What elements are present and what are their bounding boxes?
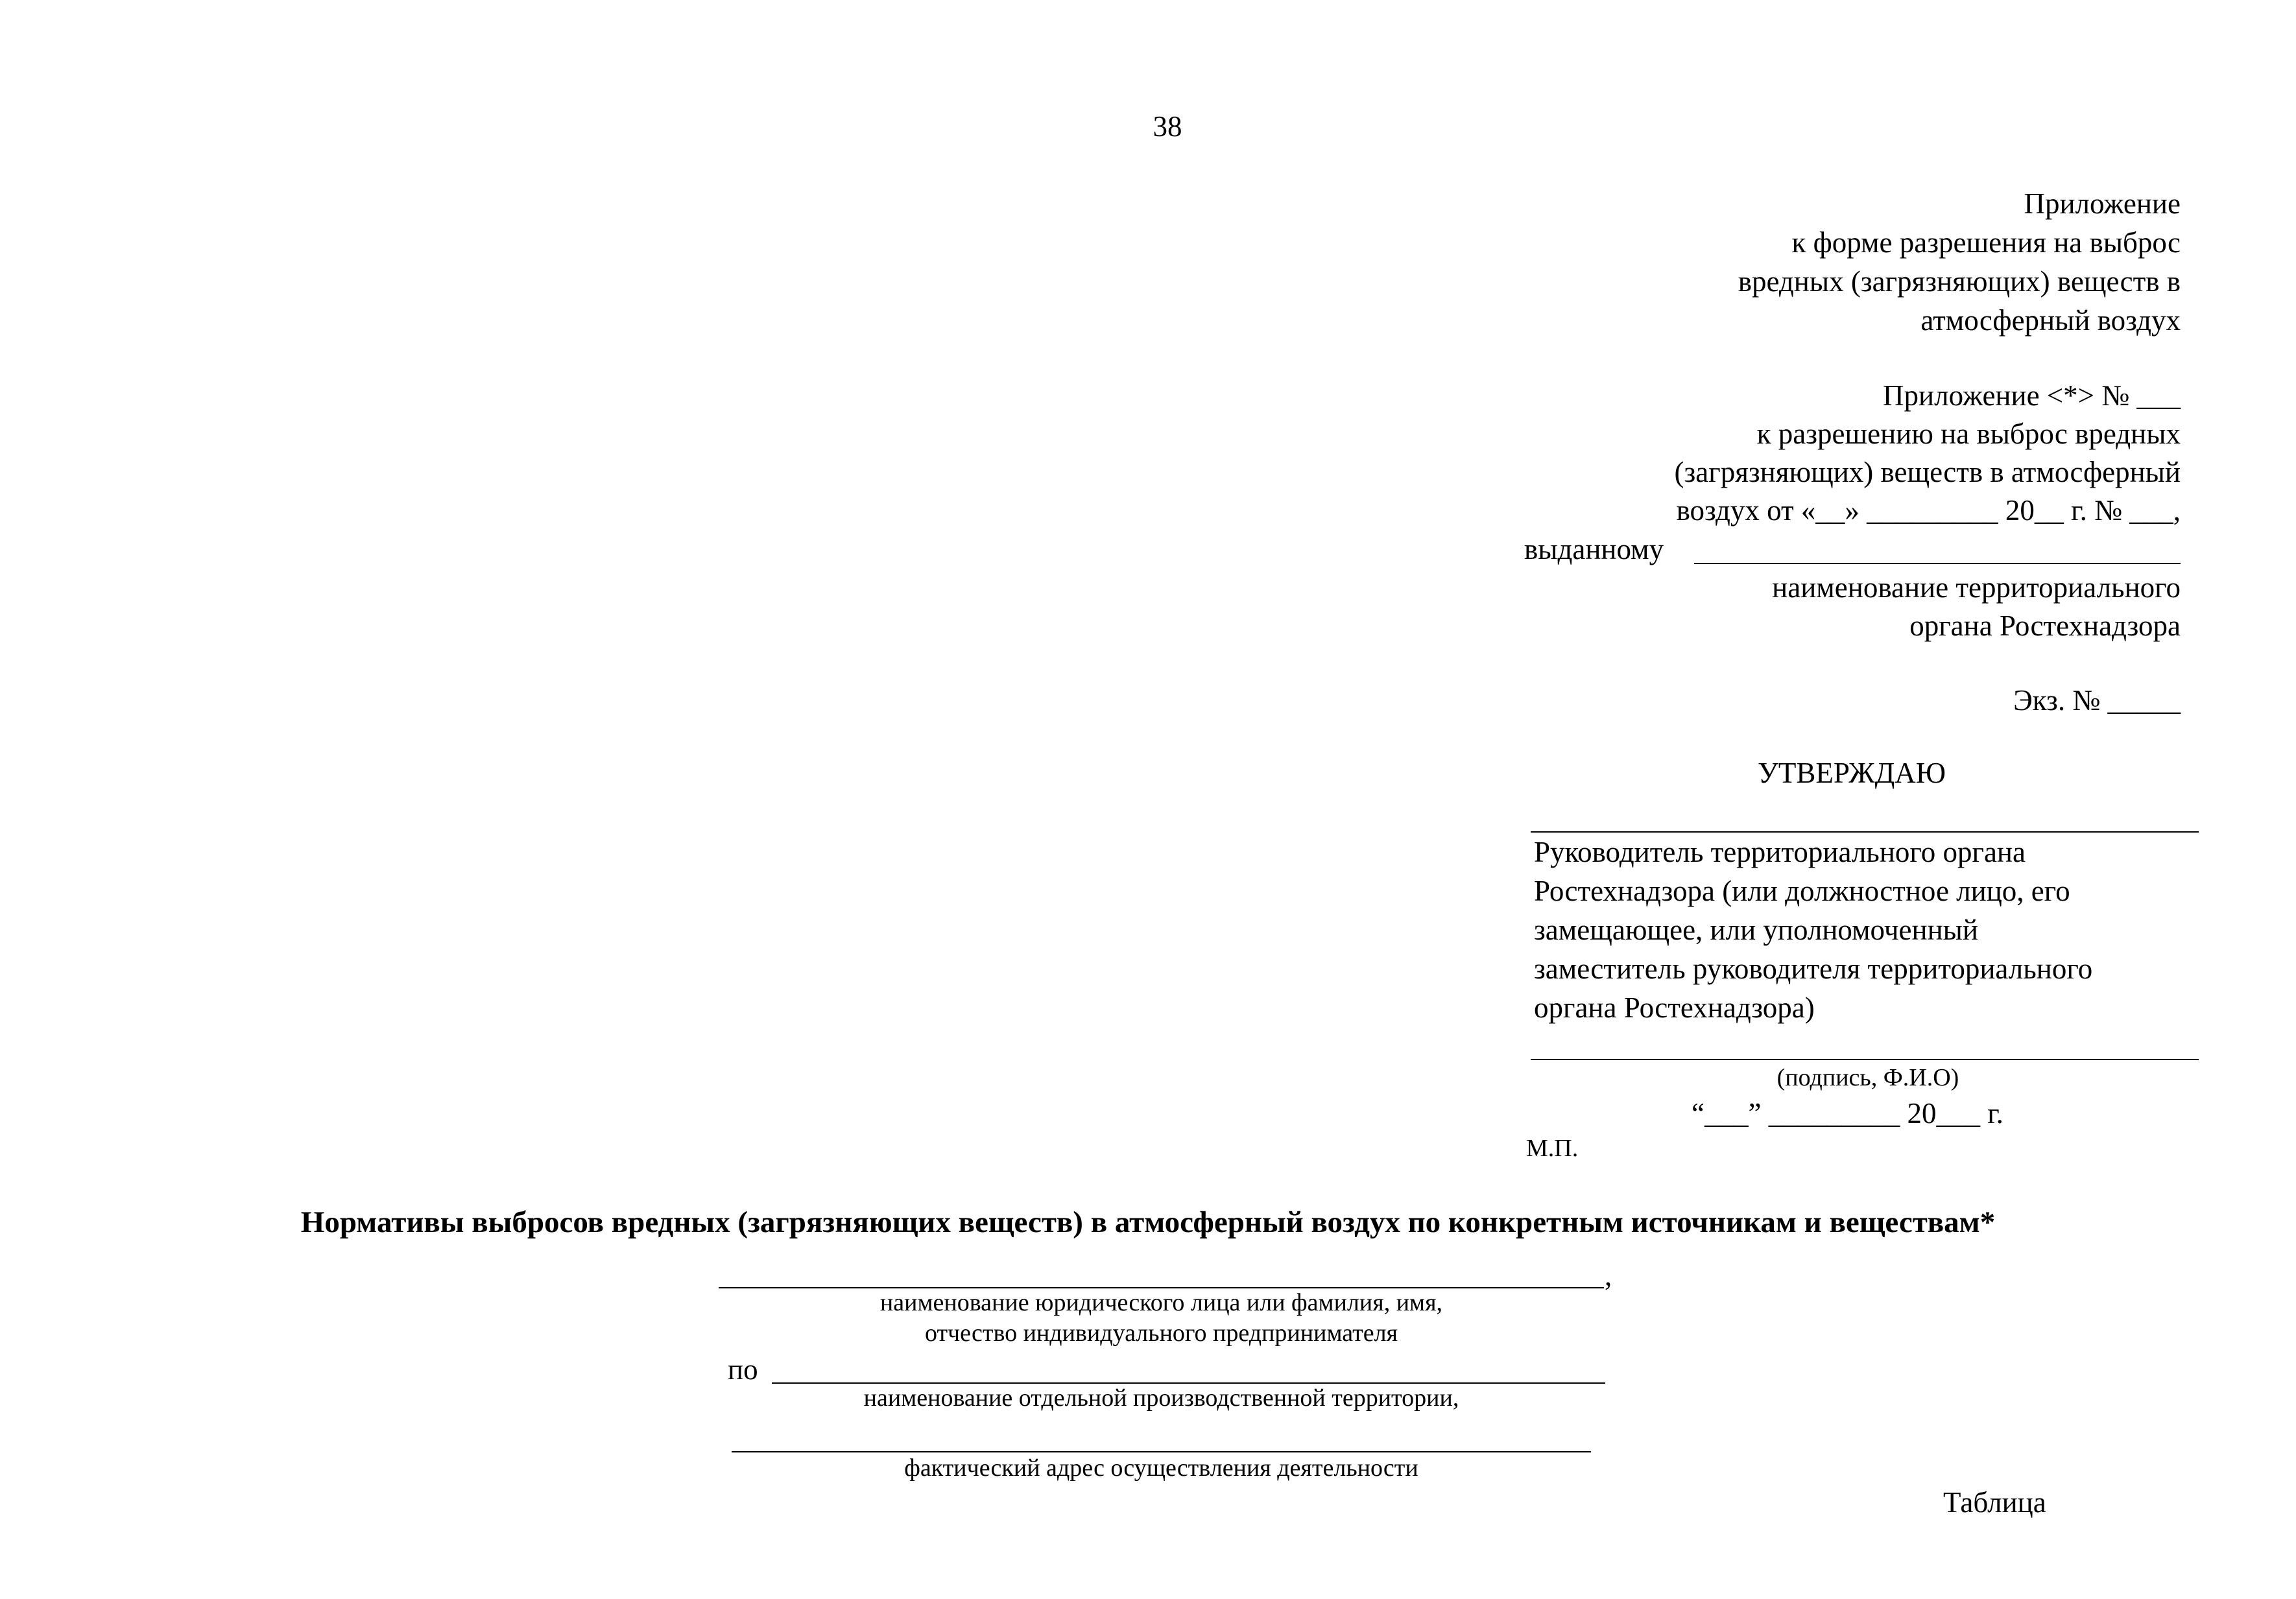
entity-caption-2: отчество индивидуального предпринимателя <box>924 1320 1398 1347</box>
header2-line-7: органа Ростехнадзора <box>1909 610 2181 642</box>
header2-line-2: к разрешению на выброс вредных <box>1756 418 2181 450</box>
address-line <box>732 1451 1591 1452</box>
document-title: Нормативы выбросов вредных (загрязняющих веществ) в атмосферный воздух по конкретным источникам и веществам* <box>300 1205 1996 1239</box>
header2-line-3: (загрязняющих) веществ в атмосферный <box>1674 456 2181 488</box>
entity-line-comma: , <box>1605 1259 1612 1292</box>
issued-to-blank-line <box>1694 563 2181 564</box>
approver-position-line-5: органа Ростехнадзора) <box>1534 991 1815 1024</box>
header2-line-1: Приложение <*> № ___ <box>1883 379 2181 412</box>
table-label: Таблица <box>1943 1486 2046 1519</box>
signature-line <box>1531 1059 2199 1060</box>
address-caption: фактический адрес осуществления деятельности <box>904 1454 1418 1482</box>
territory-caption: наименование отдельной производственной территории, <box>863 1384 1459 1412</box>
entity-name-line <box>719 1287 1604 1288</box>
approver-position-line-1: Руководитель территориального органа <box>1534 836 2026 868</box>
territory-name-line <box>772 1382 1605 1384</box>
approval-blank-line <box>1531 831 2199 833</box>
territory-prefix: по <box>728 1353 758 1386</box>
entity-caption-1: наименование юридического лица или фамилия, имя, <box>879 1289 1443 1316</box>
header2-line-4: воздух от «__» _________ 20__ г. № ___, <box>1676 494 2181 527</box>
header1-line-1: Приложение <box>2024 187 2181 220</box>
copy-number: Экз. № _____ <box>2013 684 2181 717</box>
approval-date-line: “___” _________ 20___ г. <box>1692 1097 2003 1130</box>
header1-line-4: атмосферный воздух <box>1920 304 2181 337</box>
signature-caption: (подпись, Ф.И.О) <box>1776 1064 1959 1091</box>
approver-position-line-4: заместитель руководителя территориального <box>1534 953 2093 985</box>
approver-position-line-3: замещающее, или уполномоченный <box>1534 914 1978 946</box>
header1-line-3: вредных (загрязняющих) веществ в <box>1738 265 2181 298</box>
approval-title: УТВЕРЖДАЮ <box>1758 757 1946 789</box>
header2-line-6: наименование территориального <box>1772 571 2181 604</box>
approver-position-line-2: Ростехнадзора (или должностное лицо, его <box>1534 875 2070 907</box>
page-number: 38 <box>1153 110 1182 143</box>
header1-line-2: к форме разрешения на выброс <box>1791 226 2181 259</box>
issued-to-label: выданному <box>1524 533 1664 565</box>
stamp-placeholder: М.П. <box>1526 1135 1579 1162</box>
